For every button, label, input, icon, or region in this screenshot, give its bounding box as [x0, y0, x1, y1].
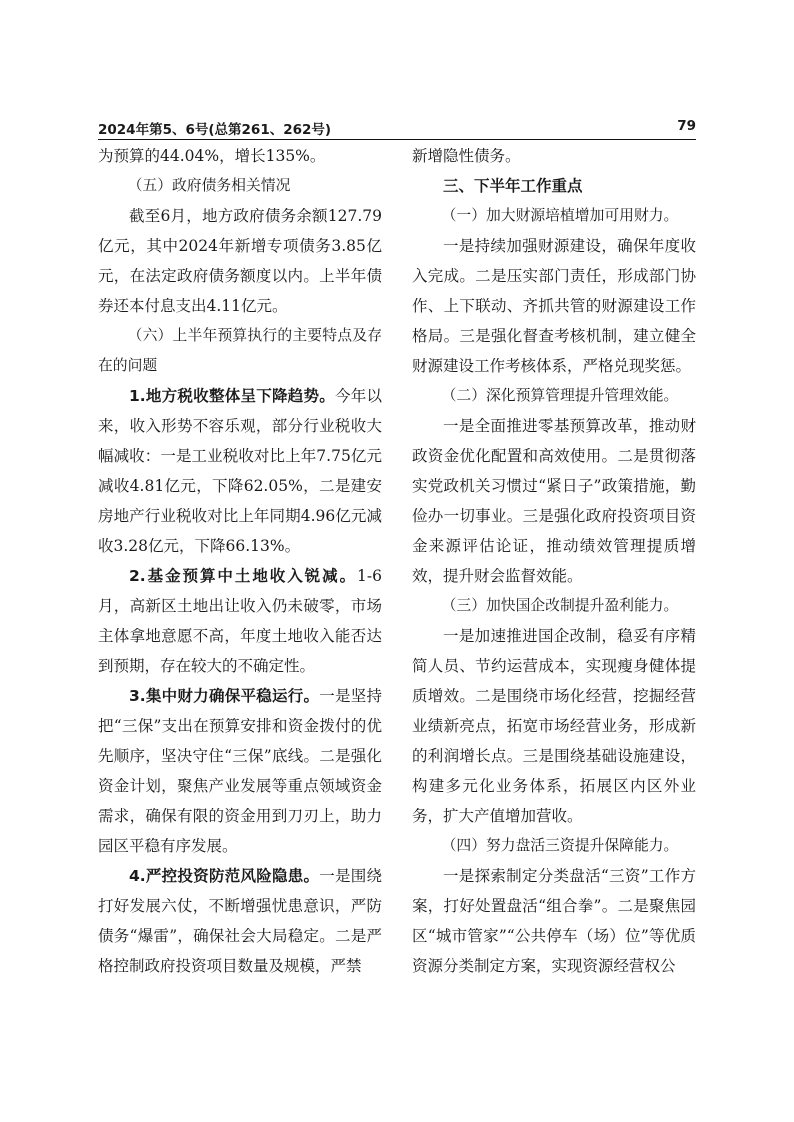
running-header — [98, 118, 696, 136]
subheading-soe: （三）加快国企改制提升盈利能力。 — [441, 597, 679, 614]
list-item-4 — [98, 861, 382, 981]
header-rule — [98, 139, 696, 140]
page-number: 79 — [677, 118, 696, 134]
subheading-budget: （二）深化预算管理提升管理效能。 — [441, 387, 679, 404]
item-lead: 1.地方税收整体呈下降趋势。 — [129, 387, 335, 405]
item-lead: 2.基金预算中土地收入锐减。 — [129, 567, 358, 585]
paragraph-assets: 一是探索制定分类盘活“三资”工作方案，打好处置盘活“组合拳”。二是聚焦园区“城市管家”“公共停车（场）位”等优质资源分类制定方案，实现资源经营权公 — [412, 867, 696, 975]
left-column — [98, 141, 382, 981]
section-heading: 三、下半年工作重点 — [443, 177, 583, 195]
paragraph-debt: 截至6月，地方政府债务余额127.79亿元，其中2024年新增专项债务3.85亿元，在法定政府债务额度以内。上半年债券还本付息支出4.11亿元。 — [98, 207, 382, 315]
subheading-debt: （五）政府债务相关情况 — [127, 177, 291, 194]
subheading-assets: （四）努力盘活三资提升保障能力。 — [441, 837, 679, 854]
item-text: 一是围绕打好发展六仗，不断增强忧患意识，严防债务“爆雷”，确保社会大局稳定。二是严格控制政府投资项目数量及规模，严禁 — [98, 867, 382, 975]
item-lead: 4.严控投资防范风险隐患。 — [129, 867, 320, 885]
item-text: 今年以来，收入形势不容乐观，部分行业税收大幅减收：一是工业税收对比上年7.75亿元减收4.81亿元，下降62.05%，二是建安房地产行业税收对比上年同期4.96亿元减收3.28亿元，下降66.13%。 — [98, 387, 382, 555]
issue-label: 2024年第5、6号(总第261、262号) — [98, 122, 332, 138]
item-lead: 3.集中财力确保平稳运行。 — [129, 687, 320, 705]
item-text: 一是坚持把“三保”支出在预算安排和资金拨付的优先顺序，坚决守住“三保”底线。二是强化资金计划，聚焦产业发展等重点领域资金需求，确保有限的资金用到刀刃上，助力园区平稳有序发展。 — [98, 687, 382, 855]
list-item-3 — [98, 681, 382, 861]
paragraph-continuation: 为预算的44.04%，增长135%。 — [98, 147, 326, 165]
paragraph-continuation: 新增隐性债务。 — [412, 147, 521, 165]
right-column — [412, 141, 696, 981]
paragraph-soe: 一是加速推进国企改制，稳妥有序精简人员、节约运营成本，实现瘦身健体提质增效。二是围绕市场化经营，挖掘经营业绩新亮点，拓宽市场经营业务，形成新的利润增长点。三是围绕基础设施建设，构建多元化业务体系，拓展区内区外业务，扩大产值增加营收。 — [412, 627, 696, 825]
subheading-features: （六）上半年预算执行的主要特点及存在的问题 — [98, 327, 382, 374]
paragraph-revenue: 一是持续加强财源建设，确保年度收入完成。二是压实部门责任，形成部门协作、上下联动、齐抓共管的财源建设工作格局。三是强化督查考核机制，建立健全财源建设工作考核体系，严格兑现奖惩。 — [412, 237, 696, 375]
list-item-2 — [98, 561, 382, 681]
subheading-revenue: （一）加大财源培植增加可用财力。 — [441, 207, 679, 224]
list-item-1 — [98, 381, 382, 561]
item-text: 1-6月，高新区土地出让收入仍未破零，市场主体拿地意愿不高，年度土地收入能否达到预期，存在较大的不确定性。 — [98, 567, 382, 675]
paragraph-budget: 一是全面推进零基预算改革，推动财政资金优化配置和高效使用。二是贯彻落实党政机关习惯过“紧日子”政策措施，勤俭办一切事业。三是强化政府投资项目资金来源评估论证，推动绩效管理提质增效，提升财会监督效能。 — [412, 417, 696, 585]
